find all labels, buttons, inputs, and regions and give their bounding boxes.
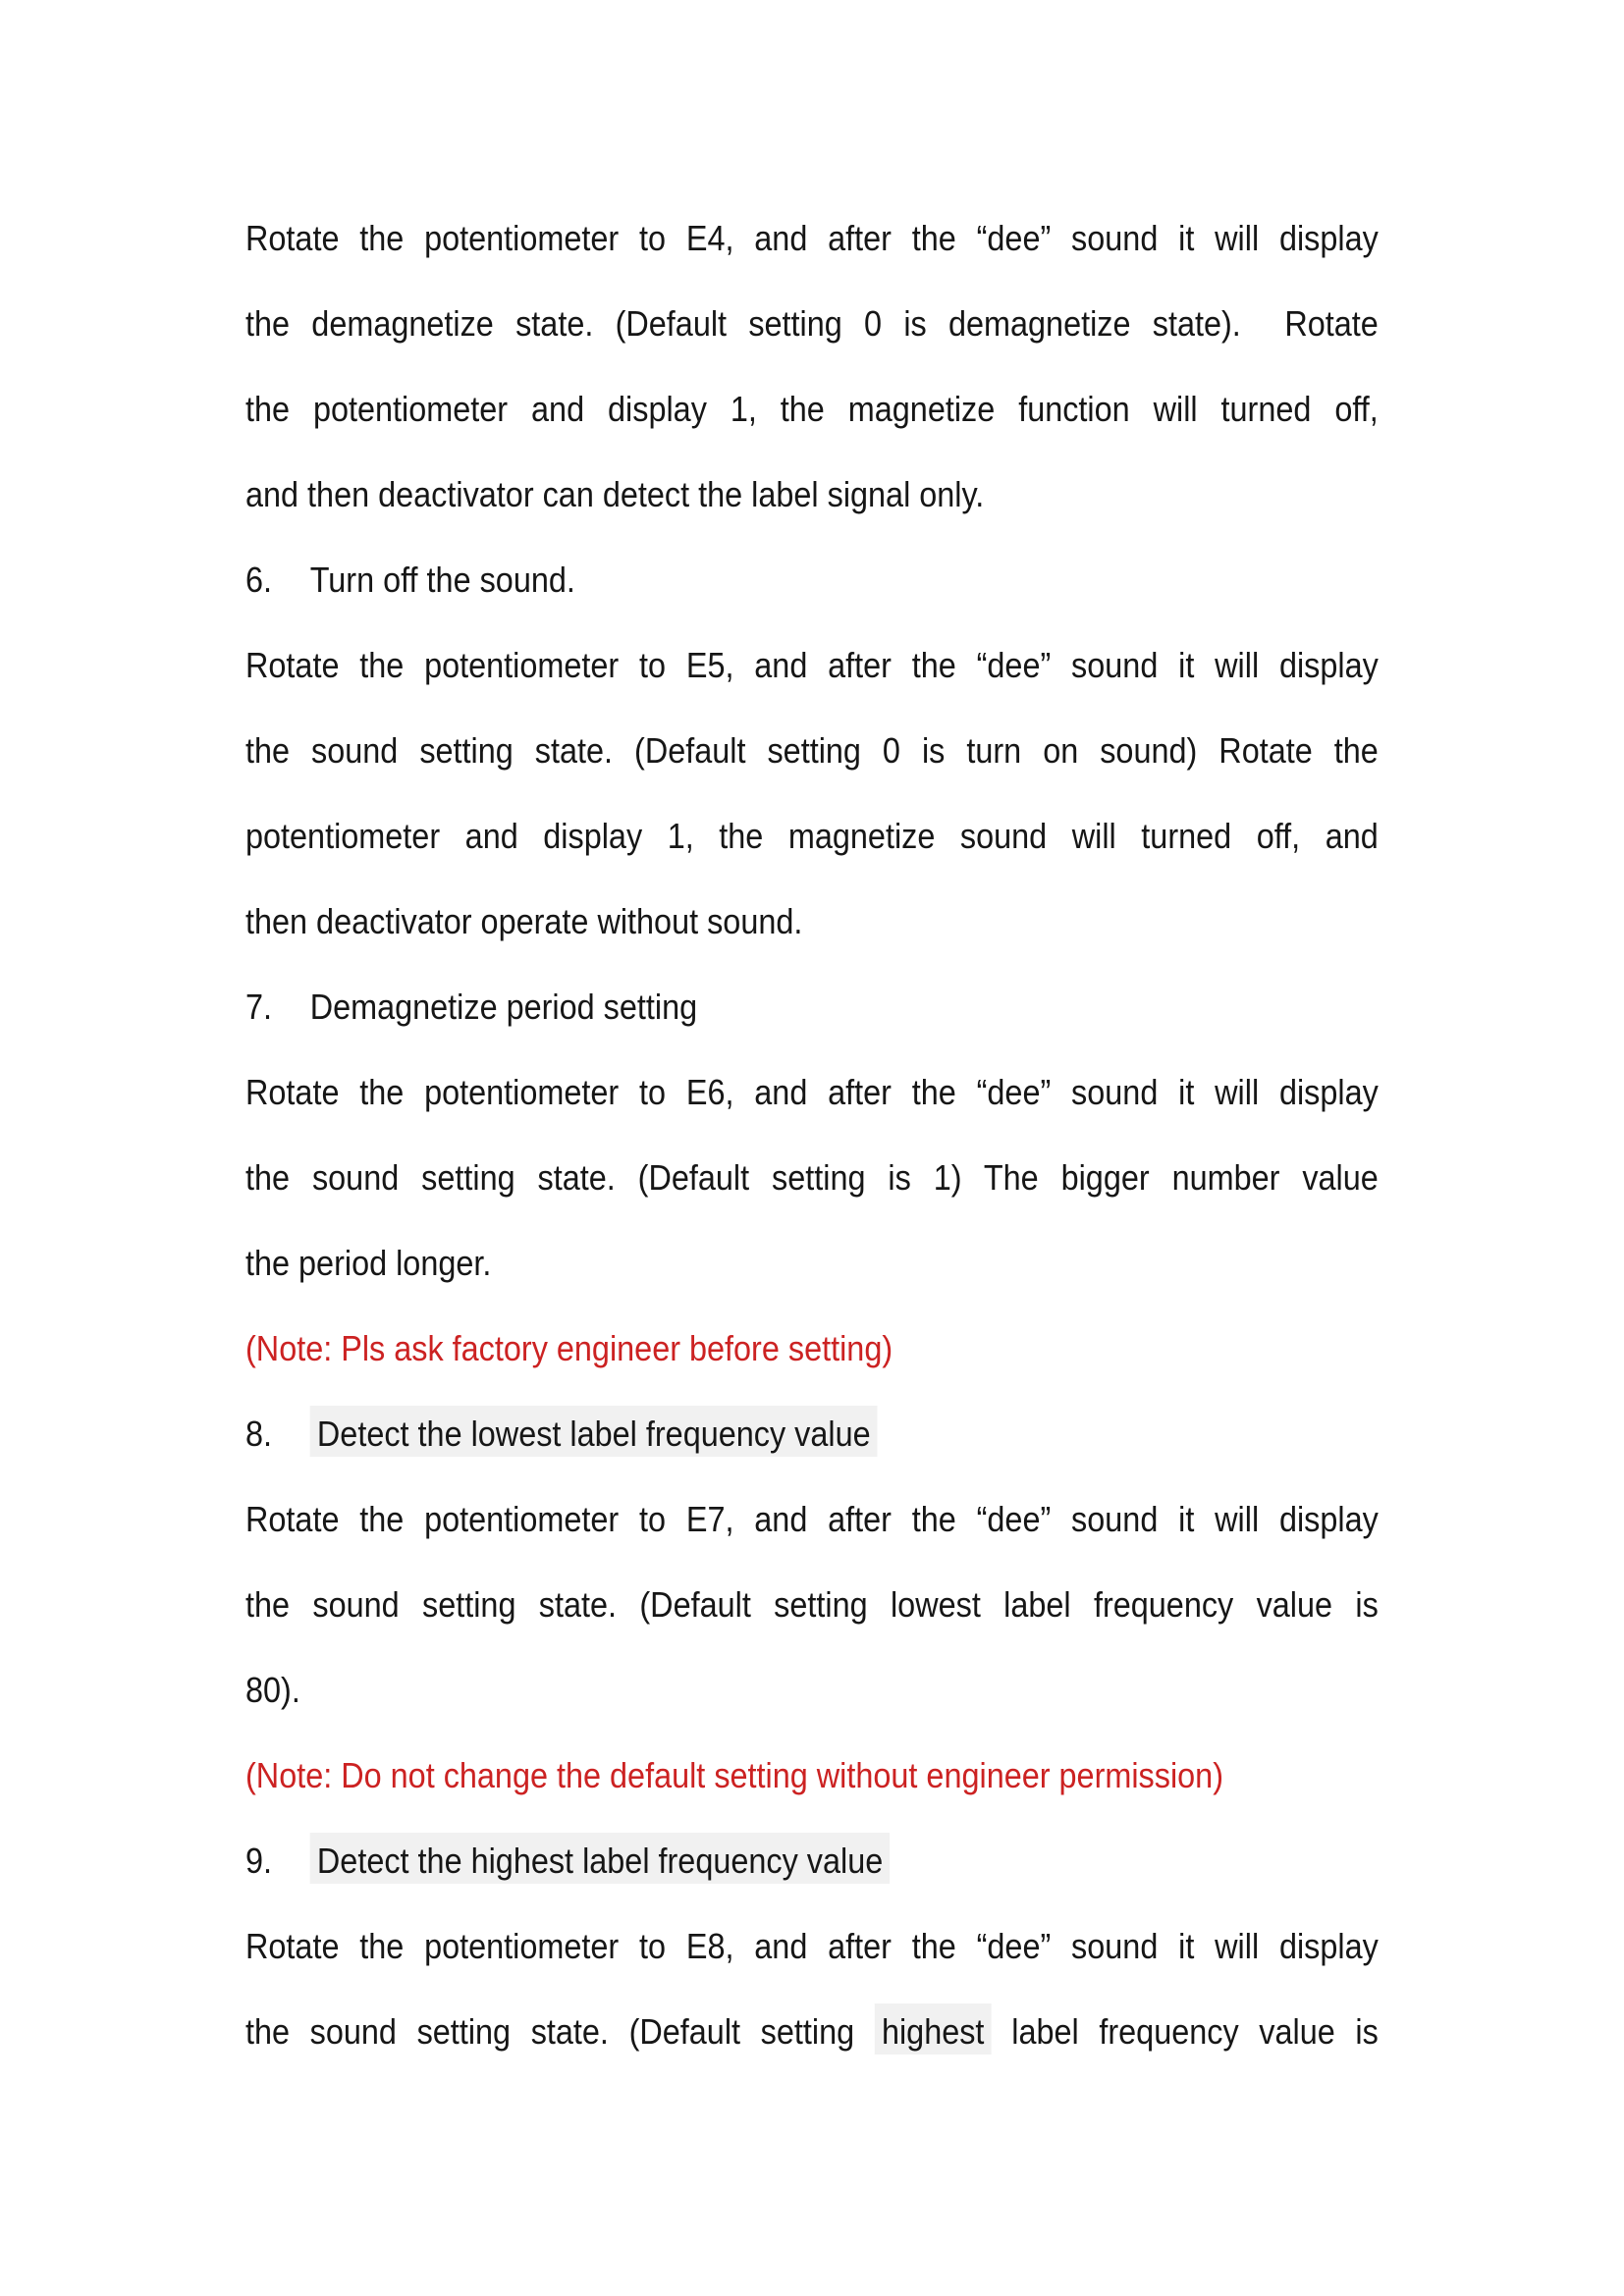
text-segment: the sound setting state. (Default setting lowest label frequency value is	[245, 1584, 1379, 1625]
text-line	[245, 1750, 1379, 1801]
text-segment: the potentiometer and display 1, the magnetize function will turned off,	[245, 389, 1379, 429]
text-line	[245, 1921, 1379, 1972]
text-segment: the period longer.	[245, 1243, 492, 1283]
text-line	[245, 1836, 1379, 1887]
text-line	[245, 1494, 1379, 1545]
text-segment: Turn off the sound.	[309, 560, 575, 600]
highlighted-text: highest	[875, 2003, 992, 2055]
text-line	[245, 1323, 1379, 1374]
list-number: 8.	[245, 1414, 273, 1454]
text-line	[245, 811, 1379, 862]
highlighted-text: Detect the highest label frequency value	[310, 1833, 891, 1884]
text-segment: and then deactivator can detect the label signal only.	[245, 474, 985, 514]
text-segment: Rotate the potentiometer to E4, and after the “dee” sound it will display	[245, 218, 1379, 258]
text-line	[245, 725, 1379, 776]
note-text: (Note: Do not change the default setting without engineer permission)	[245, 1755, 1223, 1795]
text-segment: Demagnetize period setting	[309, 987, 698, 1027]
text-segment: potentiometer and display 1, the magnetize sound will turned off, and	[245, 816, 1379, 856]
text-line	[245, 640, 1379, 691]
text-segment: Rotate the potentiometer to E8, and after the “dee” sound it will display	[245, 1926, 1379, 1966]
text-line	[245, 1152, 1379, 1203]
text-line	[245, 1238, 1379, 1289]
text-segment: then deactivator operate without sound.	[245, 901, 803, 941]
text-line	[245, 2006, 1379, 2057]
text-segment: the sound setting state. (Default setting	[245, 2011, 875, 2052]
text-segment: Rotate the potentiometer to E5, and after the “dee” sound it will display	[245, 645, 1379, 685]
text-line	[245, 298, 1379, 349]
text-line	[245, 469, 1379, 520]
text-segment: Rotate the potentiometer to E6, and after the “dee” sound it will display	[245, 1072, 1379, 1112]
text-segment: the sound setting state. (Default setting 0 is turn on sound) Rotate the	[245, 730, 1379, 771]
text-line	[245, 213, 1379, 264]
text-line	[245, 982, 1379, 1033]
text-line	[245, 896, 1379, 947]
text-line	[245, 384, 1379, 435]
text-segment: Rotate the potentiometer to E7, and after the “dee” sound it will display	[245, 1499, 1379, 1539]
note-text: (Note: Pls ask factory engineer before setting)	[245, 1328, 893, 1368]
text-line	[245, 555, 1379, 606]
list-number: 9.	[245, 1841, 273, 1881]
text-segment: 80).	[245, 1670, 300, 1710]
text-segment: the demagnetize state. (Default setting 0 is demagnetize state). Rotate	[245, 303, 1379, 344]
list-number: 7.	[245, 987, 273, 1027]
list-number: 6.	[245, 560, 273, 600]
text-segment: the sound setting state. (Default setting is 1) The bigger number value	[245, 1157, 1379, 1198]
highlighted-text: Detect the lowest label frequency value	[310, 1406, 878, 1457]
text-line	[245, 1409, 1379, 1460]
text-segment: label frequency value is	[991, 2011, 1379, 2052]
text-line	[245, 1665, 1379, 1716]
text-line	[245, 1067, 1379, 1118]
text-line	[245, 1579, 1379, 1630]
